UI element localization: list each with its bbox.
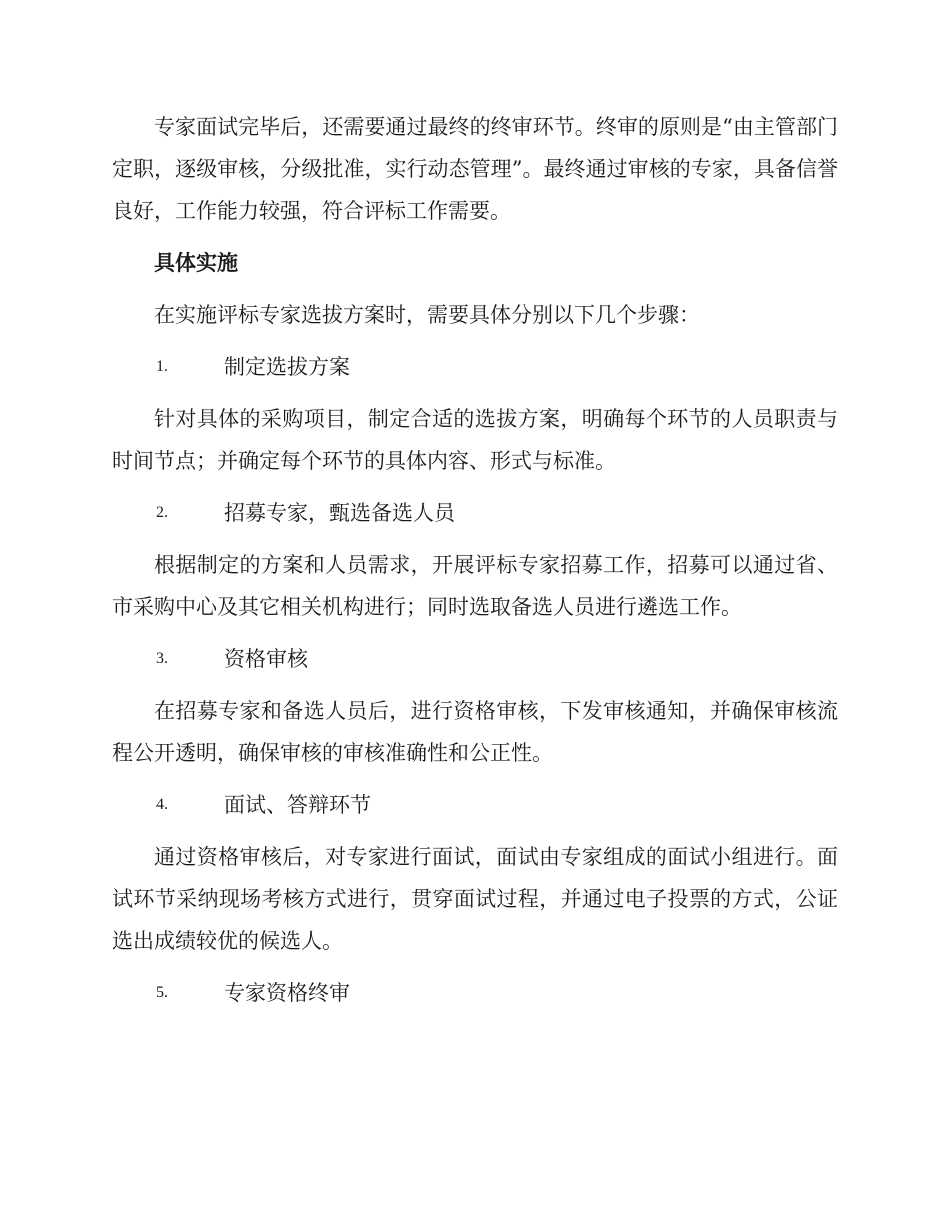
step-body-2: 根据制定的方案和人员需求，开展评标专家招募工作，招募可以通过省、市采购中心及其它相关机构进行；同时选取备选人员进行遴选工作。 xyxy=(112,553,838,619)
step-heading-4 xyxy=(112,784,838,826)
step-heading-2 xyxy=(112,492,838,534)
section-heading: 具体实施 xyxy=(154,250,238,275)
step-number: 3. xyxy=(156,650,168,667)
paragraph-intro: 在实施评标专家选拔方案时，需要具体分别以下几个步骤： xyxy=(154,303,700,327)
step-title: 面试、答辩环节 xyxy=(224,793,371,817)
step-heading-5 xyxy=(112,972,838,1014)
step-title: 专家资格终审 xyxy=(224,981,350,1005)
step-body-4: 通过资格审核后，对专家进行面试，面试由专家组成的面试小组进行。面试环节采纳现场考核方式进行，贯穿面试过程，并通过电子投票的方式，公证选出成绩较优的候选人。 xyxy=(112,845,838,953)
step-number: 4. xyxy=(156,796,168,813)
step-title: 招募专家，甄选备选人员 xyxy=(224,501,455,525)
paragraph-final-review: 专家面试完毕后，还需要通过最终的终审环节。终审的原则是“由主管部门定职，逐级审核，分级批准，实行动态管理”。最终通过审核的专家，具备信誉良好，工作能力较强，符合评标工作需要。 xyxy=(112,115,838,223)
step-heading-1 xyxy=(112,346,838,388)
step-title: 制定选拔方案 xyxy=(224,355,350,379)
step-body-1: 针对具体的采购项目，制定合适的选拔方案，明确每个环节的人员职责与时间节点；并确定每个环节的具体内容、形式与标准。 xyxy=(112,407,838,473)
step-number: 2. xyxy=(156,504,168,521)
document-page xyxy=(112,106,838,1024)
step-body-3: 在招募专家和备选人员后，进行资格审核，下发审核通知，并确保审核流程公开透明，确保审核的审核准确性和公正性。 xyxy=(112,699,838,765)
step-number: 5. xyxy=(156,984,168,1001)
step-number: 1. xyxy=(156,358,168,375)
step-title: 资格审核 xyxy=(224,647,308,671)
step-heading-3 xyxy=(112,638,838,680)
